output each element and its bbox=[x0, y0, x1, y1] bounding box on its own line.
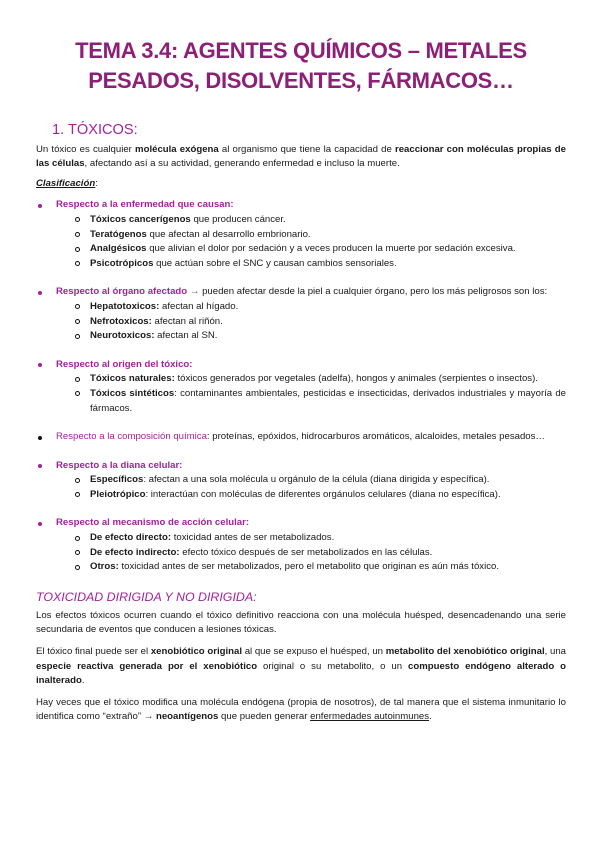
bullet-icon bbox=[38, 363, 42, 367]
circle-bullet-icon bbox=[75, 261, 80, 266]
page-title-line-2: PESADOS, DISOLVENTES, FÁRMACOS… bbox=[88, 68, 514, 93]
circle-bullet-icon bbox=[75, 334, 80, 339]
clasificacion-label: Clasificación: bbox=[36, 177, 98, 189]
list-item: Tóxicos sintéticos: contaminantes ambientales, pesticidas e insecticidas, derivados industriales y mayoría de fármacos. bbox=[56, 387, 566, 416]
paragraph-neoantigenos: Hay veces que el tóxico modifica una molécula endógena (propia de nosotros), de tal manera que el sistema inmunitario lo identifica como “extraño” → neoantígenos que pueden generar enfermedades autoinmunes. bbox=[36, 696, 566, 723]
list-item: Neurotoxicos: afectan al SN. bbox=[56, 329, 566, 344]
circle-bullet-icon bbox=[75, 478, 80, 483]
circle-bullet-icon bbox=[75, 247, 80, 252]
circle-bullet-icon bbox=[75, 232, 80, 237]
list-item: Teratógenos que afectan al desarrollo embrionario. bbox=[56, 228, 566, 243]
bullet-icon bbox=[38, 436, 42, 440]
list-item: Psicotrópicos que actúan sobre el SNC y causan cambios sensoriales. bbox=[56, 257, 566, 272]
intro-paragraph: Un tóxico es cualquier molécula exógena al organismo que tiene la capacidad de reaccionar con moléculas propias de las células, afectando así a su actividad, generando enfermedad e incluso la muerte. bbox=[36, 143, 566, 170]
bullet-icon bbox=[38, 204, 42, 208]
circle-bullet-icon bbox=[75, 550, 80, 555]
circle-bullet-icon bbox=[75, 536, 80, 541]
paragraph-toxico-final: El tóxico final puede ser el xenobiótico original al que se expuso el huésped, un metabolito del xenobiótico original, una especie reactiva generada por el xenobiótico original o su metabolito, o un compuesto endógeno alterado o inalterado. bbox=[36, 646, 566, 687]
list-item: Pleiotrópico: interactúan con moléculas de diferentes orgánulos celulares (diana no específica). bbox=[56, 488, 566, 503]
list-item: Otros: toxicidad antes de ser metabolizados, pero el metabolito que originan es aún más tóxico. bbox=[56, 560, 566, 575]
group-diana: Respecto a la diana celular: Específicos: afectan a una sola molécula u orgánulo de la célula (diana dirigida y específica). Pleiotrópico: interactúan con moléculas de diferentes orgánulos celulares (diana no específica). bbox=[36, 459, 566, 503]
circle-bullet-icon bbox=[75, 565, 80, 570]
group-origen: Respecto al origen del tóxico: Tóxicos naturales: tóxicos generados por vegetales (adelfa), hongos y animales (serpientes o insectos). Tóxicos sintéticos: contaminantes ambientales, pesticidas e insecticidas, derivados industriales y mayoría de fármacos. bbox=[36, 358, 566, 416]
paragraph-efectos: Los efectos tóxicos ocurren cuando el tóxico definitivo reacciona con una molécula huésped, desencadenando una serie secundaria de eventos que conducen a lesiones tóxicas. bbox=[36, 609, 566, 636]
document-page bbox=[36, 36, 566, 725]
circle-bullet-icon bbox=[75, 492, 80, 497]
list-item: Específicos: afectan a una sola molécula u orgánulo de la célula (diana dirigida y específica). bbox=[56, 473, 566, 488]
circle-bullet-icon bbox=[75, 319, 80, 324]
page-title bbox=[36, 36, 566, 96]
circle-bullet-icon bbox=[75, 391, 80, 396]
circle-bullet-icon bbox=[75, 217, 80, 222]
list-item: Tóxicos cancerígenos que producen cáncer. bbox=[56, 213, 566, 228]
list-item: Hepatotoxicos: afectan al hígado. bbox=[56, 300, 566, 315]
list-item: Nefrotoxicos: afectan al riñón. bbox=[56, 315, 566, 330]
list-item: De efecto indirecto: efecto tóxico después de ser metabolizados en las células. bbox=[56, 546, 566, 561]
list-item: Analgésicos que alivian el dolor por sedación y a veces producen la muerte por sedación excesiva. bbox=[56, 242, 566, 257]
list-item: Tóxicos naturales: tóxicos generados por vegetales (adelfa), hongos y animales (serpientes o insectos). bbox=[56, 372, 566, 387]
section-heading-toxicidad: TOXICIDAD DIRIGIDA Y NO DIRIGIDA: bbox=[36, 589, 257, 604]
arrow-icon: → bbox=[143, 711, 156, 723]
section-heading-toxicos: 1. TÓXICOS: bbox=[52, 122, 138, 138]
group-composicion: Respecto a la composición química: proteínas, epóxidos, hidrocarburos aromáticos, alcaloides, metales pesados… bbox=[36, 430, 566, 445]
circle-bullet-icon bbox=[75, 304, 80, 309]
list-item: De efecto directo: toxicidad antes de ser metabolizados. bbox=[56, 531, 566, 546]
arrow-icon: → bbox=[187, 286, 203, 298]
circle-bullet-icon bbox=[75, 377, 80, 382]
bullet-icon bbox=[38, 291, 42, 295]
bullet-icon bbox=[38, 522, 42, 526]
group-enfermedad: Respecto a la enfermedad que causan: Tóxicos cancerígenos que producen cáncer. Teratógenos que afectan al desarrollo embrionario. Analgésicos que alivian el dolor por sedación y a veces producen la muerte por sedación excesiva. Psicotrópicos que actúan sobre el SNC y causan cambios sensoriales. bbox=[36, 198, 566, 271]
group-organo: Respecto al órgano afectado → pueden afectar desde la piel a cualquier órgano, pero los más peligrosos son los: Hepatotoxicos: afectan al hígado. Nefrotoxicos: afectan al riñón. Neurotoxicos: afectan al SN. bbox=[36, 285, 566, 343]
classification-list bbox=[36, 198, 566, 574]
bullet-icon bbox=[38, 464, 42, 468]
page-title-line-1: TEMA 3.4: AGENTES QUÍMICOS – METALES bbox=[75, 38, 527, 63]
group-mecanismo: Respecto al mecanismo de acción celular: De efecto directo: toxicidad antes de ser metabolizados. De efecto indirecto: efecto tóxico después de ser metabolizados en las células. Otros: toxicidad antes de ser metabolizados, pero el metabolito que originan es aún más tóxico. bbox=[36, 516, 566, 574]
